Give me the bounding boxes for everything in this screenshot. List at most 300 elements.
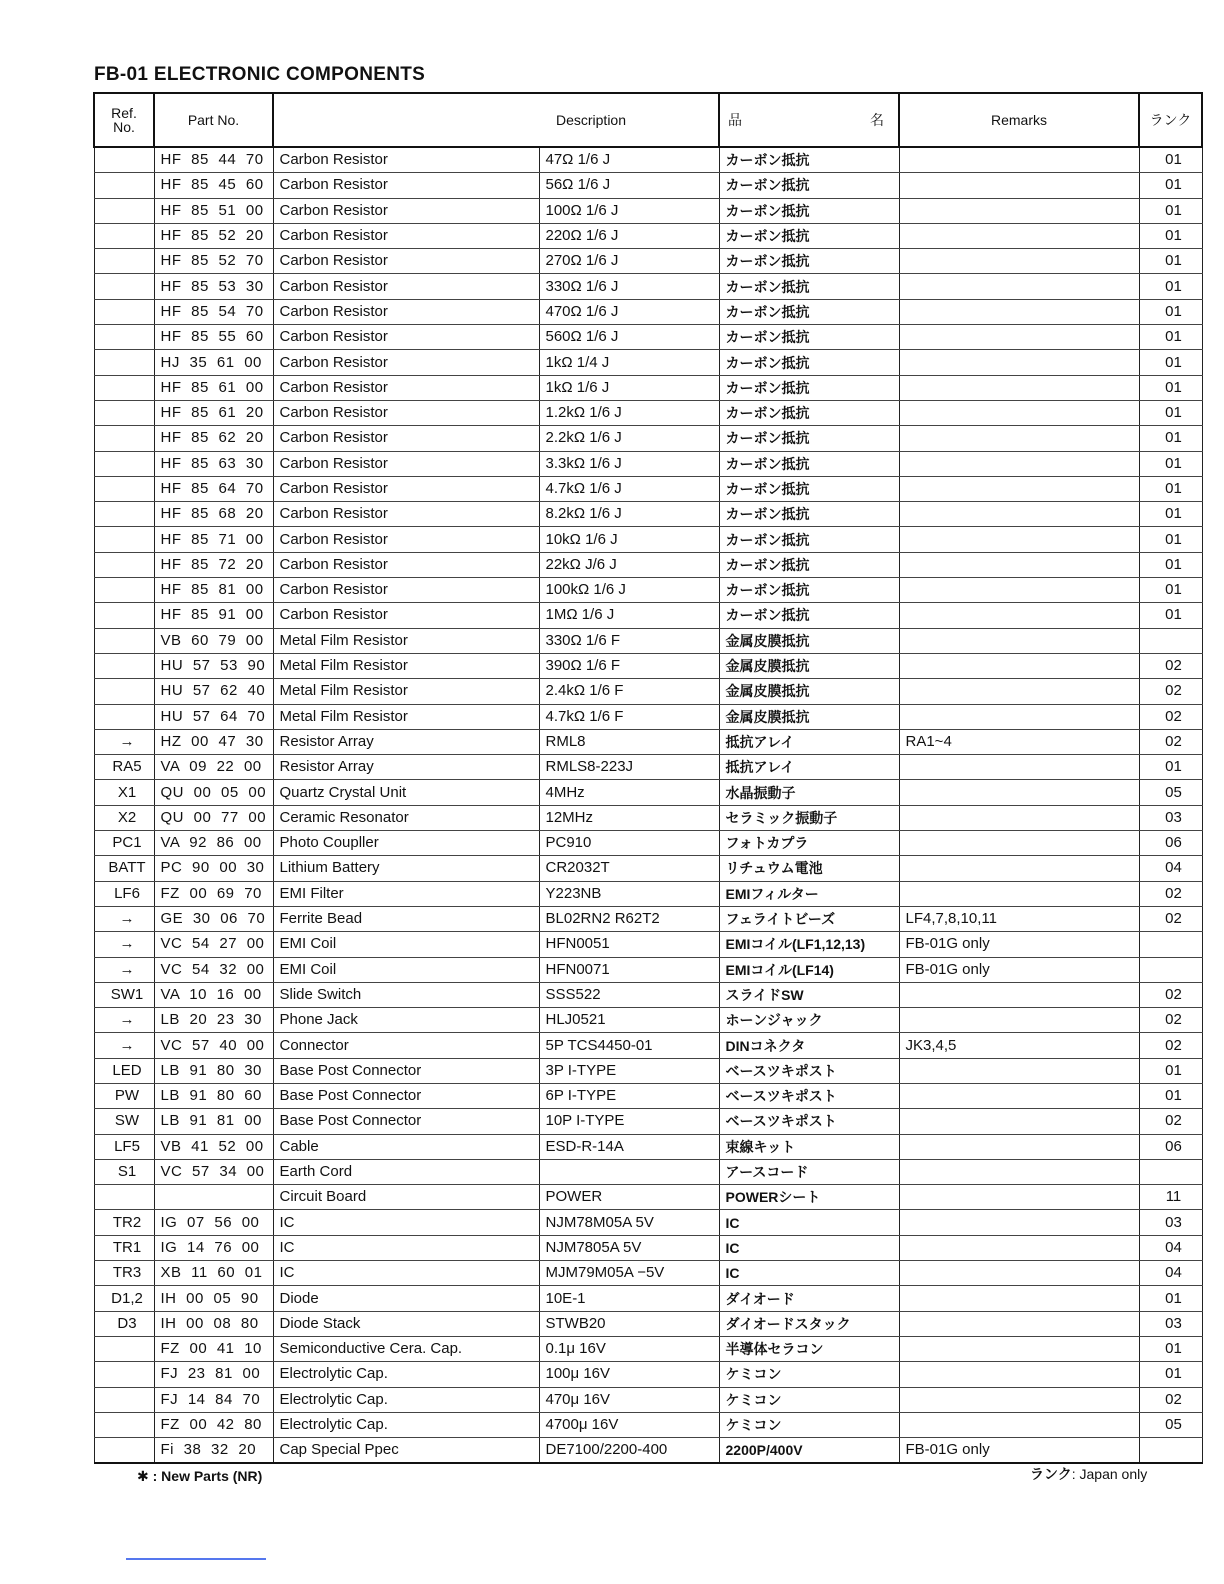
value-cell: 0.1μ 16V <box>539 1336 719 1361</box>
table-row <box>94 350 1202 375</box>
ref-cell: SW <box>94 1109 154 1134</box>
remarks-cell <box>899 223 1139 248</box>
jp-name-cell: カーボン抵抗 <box>719 476 899 501</box>
divider <box>126 1558 266 1560</box>
part-no-cell: VA 92 86 00 <box>154 831 273 856</box>
rank-cell: 01 <box>1139 1362 1202 1387</box>
ref-cell: LF5 <box>94 1134 154 1159</box>
ref-cell <box>94 502 154 527</box>
rank-cell <box>1139 628 1202 653</box>
part-no-cell: LB 91 80 60 <box>154 1083 273 1108</box>
table-row <box>94 1008 1202 1033</box>
rank-cell: 01 <box>1139 274 1202 299</box>
part-no-cell: HU 57 64 70 <box>154 704 273 729</box>
ref-cell <box>94 552 154 577</box>
table-row <box>94 1387 1202 1412</box>
part-no-cell: LB 91 80 30 <box>154 1058 273 1083</box>
description-cell: Connector <box>273 1033 539 1058</box>
table-row <box>94 679 1202 704</box>
jp-name-cell: カーボン抵抗 <box>719 223 899 248</box>
value-cell: 10E-1 <box>539 1286 719 1311</box>
ref-cell: PW <box>94 1083 154 1108</box>
rank-cell: 02 <box>1139 1033 1202 1058</box>
description-cell: Carbon Resistor <box>273 476 539 501</box>
header-remarks: Remarks <box>899 93 1139 147</box>
value-cell: 1MΩ 1/6 J <box>539 603 719 628</box>
table-row <box>94 805 1202 830</box>
jp-name-cell: カーボン抵抗 <box>719 578 899 603</box>
value-cell: 390Ω 1/6 F <box>539 653 719 678</box>
jp-name-cell: カーボン抵抗 <box>719 502 899 527</box>
value-cell: 22kΩ J/6 J <box>539 552 719 577</box>
value-cell: POWER <box>539 1185 719 1210</box>
value-cell: 100kΩ 1/6 J <box>539 578 719 603</box>
value-cell: 56Ω 1/6 J <box>539 173 719 198</box>
rank-cell: 05 <box>1139 780 1202 805</box>
remarks-cell <box>899 1311 1139 1336</box>
value-cell: MJM79M05A −5V <box>539 1261 719 1286</box>
rank-cell <box>1139 1438 1202 1464</box>
rank-cell: 01 <box>1139 325 1202 350</box>
description-cell: Circuit Board <box>273 1185 539 1210</box>
part-no-cell: VC 57 40 00 <box>154 1033 273 1058</box>
description-cell: IC <box>273 1261 539 1286</box>
value-cell: Y223NB <box>539 881 719 906</box>
ref-cell <box>94 628 154 653</box>
rank-cell: 03 <box>1139 805 1202 830</box>
ref-cell <box>94 578 154 603</box>
description-cell: Carbon Resistor <box>273 325 539 350</box>
description-cell: Carbon Resistor <box>273 502 539 527</box>
part-no-cell: HF 85 55 60 <box>154 325 273 350</box>
table-row <box>94 1058 1202 1083</box>
jp-name-cell: IC <box>719 1261 899 1286</box>
rank-cell: 01 <box>1139 476 1202 501</box>
rank-cell: 01 <box>1139 400 1202 425</box>
table-row <box>94 249 1202 274</box>
ref-cell: D1,2 <box>94 1286 154 1311</box>
ref-cell: RA5 <box>94 755 154 780</box>
ref-cell <box>94 325 154 350</box>
description-cell: Carbon Resistor <box>273 578 539 603</box>
table-row <box>94 906 1202 931</box>
description-cell: Carbon Resistor <box>273 198 539 223</box>
ref-cell: SW1 <box>94 982 154 1007</box>
description-cell: Base Post Connector <box>273 1083 539 1108</box>
part-no-cell: VC 54 32 00 <box>154 957 273 982</box>
jp-name-cell: 金属皮膜抵抗 <box>719 679 899 704</box>
remarks-cell <box>899 653 1139 678</box>
rank-cell: 01 <box>1139 1058 1202 1083</box>
value-cell: 330Ω 1/6 J <box>539 274 719 299</box>
jp-name-cell: カーボン抵抗 <box>719 350 899 375</box>
jp-name-cell: POWERシート <box>719 1185 899 1210</box>
jp-name-cell: ケミコン <box>719 1412 899 1437</box>
value-cell: PC910 <box>539 831 719 856</box>
remarks-cell <box>899 780 1139 805</box>
table-row <box>94 1083 1202 1108</box>
remarks-cell: FB-01G only <box>899 957 1139 982</box>
rank-cell: 01 <box>1139 147 1202 173</box>
part-no-cell: Fi 38 32 20 <box>154 1438 273 1464</box>
remarks-cell <box>899 173 1139 198</box>
jp-name-cell: セラミック振動子 <box>719 805 899 830</box>
ref-cell: LF6 <box>94 881 154 906</box>
part-no-cell: HF 85 64 70 <box>154 476 273 501</box>
rank-cell <box>1139 1159 1202 1184</box>
value-cell: 4.7kΩ 1/6 F <box>539 704 719 729</box>
rank-cell: 04 <box>1139 856 1202 881</box>
remarks-cell <box>899 1387 1139 1412</box>
rank-cell: 01 <box>1139 578 1202 603</box>
value-cell: 2.2kΩ 1/6 J <box>539 426 719 451</box>
rank-cell: 01 <box>1139 173 1202 198</box>
table-row <box>94 147 1202 173</box>
table-row <box>94 982 1202 1007</box>
ref-cell: → <box>94 932 154 957</box>
table-row <box>94 527 1202 552</box>
jp-name-cell: EMIコイル(LF14) <box>719 957 899 982</box>
remarks-cell <box>899 1058 1139 1083</box>
ref-cell: PC1 <box>94 831 154 856</box>
rank-cell: 02 <box>1139 729 1202 754</box>
jp-name-cell: アースコード <box>719 1159 899 1184</box>
table-row <box>94 400 1202 425</box>
value-cell: 8.2kΩ 1/6 J <box>539 502 719 527</box>
part-no-cell: HF 85 81 00 <box>154 578 273 603</box>
part-no-cell: VC 54 27 00 <box>154 932 273 957</box>
jp-name-cell: 金属皮膜抵抗 <box>719 704 899 729</box>
rank-cell: 01 <box>1139 527 1202 552</box>
description-cell: Carbon Resistor <box>273 375 539 400</box>
rank-cell: 01 <box>1139 502 1202 527</box>
value-cell: 100Ω 1/6 J <box>539 198 719 223</box>
table-row <box>94 1261 1202 1286</box>
description-cell: EMI Coil <box>273 932 539 957</box>
value-cell: 100μ 16V <box>539 1362 719 1387</box>
rank-cell <box>1139 957 1202 982</box>
table-row <box>94 476 1202 501</box>
part-no-cell: VA 09 22 00 <box>154 755 273 780</box>
jp-name-cell: フォトカプラ <box>719 831 899 856</box>
table-row <box>94 628 1202 653</box>
part-no-cell: LB 20 23 30 <box>154 1008 273 1033</box>
remarks-cell <box>899 1210 1139 1235</box>
table-row <box>94 1235 1202 1260</box>
value-cell: NJM7805A 5V <box>539 1235 719 1260</box>
jp-name-cell: カーボン抵抗 <box>719 400 899 425</box>
description-cell: Base Post Connector <box>273 1058 539 1083</box>
value-cell: BL02RN2 R62T2 <box>539 906 719 931</box>
rank-cell: 02 <box>1139 1008 1202 1033</box>
ref-cell <box>94 375 154 400</box>
part-no-cell: HF 85 63 30 <box>154 451 273 476</box>
table-row <box>94 1210 1202 1235</box>
rank-cell: 04 <box>1139 1261 1202 1286</box>
rank-cell: 02 <box>1139 881 1202 906</box>
remarks-cell <box>899 755 1139 780</box>
description-cell: Ceramic Resonator <box>273 805 539 830</box>
table-row <box>94 299 1202 324</box>
remarks-cell: LF4,7,8,10,11 <box>899 906 1139 931</box>
remarks-cell <box>899 881 1139 906</box>
part-no-cell: HU 57 62 40 <box>154 679 273 704</box>
description-cell: Carbon Resistor <box>273 299 539 324</box>
part-no-cell: VA 10 16 00 <box>154 982 273 1007</box>
description-cell: Electrolytic Cap. <box>273 1362 539 1387</box>
remarks-cell <box>899 856 1139 881</box>
part-no-cell: HF 85 61 00 <box>154 375 273 400</box>
ref-cell: → <box>94 729 154 754</box>
value-cell: ESD-R-14A <box>539 1134 719 1159</box>
ref-cell <box>94 1438 154 1464</box>
table-row <box>94 274 1202 299</box>
table-row <box>94 856 1202 881</box>
description-cell: IC <box>273 1235 539 1260</box>
remarks-cell <box>899 198 1139 223</box>
description-cell: Metal Film Resistor <box>273 679 539 704</box>
ref-cell <box>94 350 154 375</box>
remarks-cell <box>899 1286 1139 1311</box>
rank-cell: 01 <box>1139 451 1202 476</box>
page-title: FB-01 ELECTRONIC COMPONENTS <box>94 64 426 85</box>
remarks-cell <box>899 1362 1139 1387</box>
remarks-cell <box>899 1235 1139 1260</box>
jp-name-cell: カーボン抵抗 <box>719 603 899 628</box>
remarks-cell <box>899 628 1139 653</box>
table-row <box>94 1286 1202 1311</box>
value-cell: 330Ω 1/6 F <box>539 628 719 653</box>
remarks-cell <box>899 805 1139 830</box>
ref-cell: TR2 <box>94 1210 154 1235</box>
rank-cell: 04 <box>1139 1235 1202 1260</box>
table-row <box>94 1362 1202 1387</box>
description-cell: Electrolytic Cap. <box>273 1387 539 1412</box>
value-cell: NJM78M05A 5V <box>539 1210 719 1235</box>
table-row <box>94 375 1202 400</box>
value-cell: 220Ω 1/6 J <box>539 223 719 248</box>
value-cell: 2.4kΩ 1/6 F <box>539 679 719 704</box>
remarks-cell <box>899 578 1139 603</box>
remarks-cell: RA1~4 <box>899 729 1139 754</box>
ref-cell <box>94 476 154 501</box>
header-description: Description <box>273 93 719 147</box>
part-no-cell: HF 85 72 20 <box>154 552 273 577</box>
remarks-cell <box>899 527 1139 552</box>
ref-cell <box>94 451 154 476</box>
rank-cell: 01 <box>1139 350 1202 375</box>
value-cell: RMLS8-223J <box>539 755 719 780</box>
rank-cell: 01 <box>1139 552 1202 577</box>
remarks-cell <box>899 982 1139 1007</box>
remarks-cell <box>899 1336 1139 1361</box>
description-cell: Lithium Battery <box>273 856 539 881</box>
ref-cell: → <box>94 1033 154 1058</box>
value-cell: HLJ0521 <box>539 1008 719 1033</box>
jp-name-cell: フェライトビーズ <box>719 906 899 931</box>
ref-cell <box>94 1387 154 1412</box>
remarks-cell <box>899 400 1139 425</box>
value-cell: 560Ω 1/6 J <box>539 325 719 350</box>
part-no-cell: VC 57 34 00 <box>154 1159 273 1184</box>
part-no-cell: HF 85 52 20 <box>154 223 273 248</box>
part-no-cell: QU 00 05 00 <box>154 780 273 805</box>
remarks-cell <box>899 603 1139 628</box>
ref-cell: X2 <box>94 805 154 830</box>
remarks-cell <box>899 1412 1139 1437</box>
value-cell: SSS522 <box>539 982 719 1007</box>
rank-note: ランク: Japan only <box>1030 1466 1148 1482</box>
table-row <box>94 932 1202 957</box>
jp-name-cell: ケミコン <box>719 1387 899 1412</box>
table-row <box>94 1185 1202 1210</box>
remarks-cell <box>899 552 1139 577</box>
value-cell: 4700μ 16V <box>539 1412 719 1437</box>
jp-name-cell: カーボン抵抗 <box>719 249 899 274</box>
jp-name-cell: スライドSW <box>719 982 899 1007</box>
part-no-cell: HF 85 44 70 <box>154 147 273 173</box>
table-row <box>94 1109 1202 1134</box>
table-row <box>94 502 1202 527</box>
rank-cell: 01 <box>1139 375 1202 400</box>
ref-cell <box>94 173 154 198</box>
description-cell: Metal Film Resistor <box>273 653 539 678</box>
ref-cell <box>94 426 154 451</box>
value-cell: 4MHz <box>539 780 719 805</box>
part-no-cell: HF 85 52 70 <box>154 249 273 274</box>
value-cell: 3P I-TYPE <box>539 1058 719 1083</box>
part-no-cell: FJ 14 84 70 <box>154 1387 273 1412</box>
header-row <box>94 93 1202 147</box>
description-cell: Electrolytic Cap. <box>273 1412 539 1437</box>
part-no-cell: FZ 00 42 80 <box>154 1412 273 1437</box>
jp-name-cell: 金属皮膜抵抗 <box>719 628 899 653</box>
description-cell: Carbon Resistor <box>273 552 539 577</box>
value-cell: 3.3kΩ 1/6 J <box>539 451 719 476</box>
ref-cell <box>94 1412 154 1437</box>
rank-cell: 02 <box>1139 906 1202 931</box>
part-no-cell: HF 85 91 00 <box>154 603 273 628</box>
description-cell: Carbon Resistor <box>273 223 539 248</box>
description-cell: Resistor Array <box>273 729 539 754</box>
header-ref-no: Ref. No. <box>94 93 154 147</box>
table-row <box>94 1412 1202 1437</box>
jp-name-cell: ベースツキポスト <box>719 1109 899 1134</box>
table-row <box>94 451 1202 476</box>
jp-name-cell: 束線キット <box>719 1134 899 1159</box>
description-cell: Metal Film Resistor <box>273 628 539 653</box>
table-row <box>94 1033 1202 1058</box>
jp-name-cell: カーボン抵抗 <box>719 198 899 223</box>
part-no-cell: QU 00 77 00 <box>154 805 273 830</box>
rank-cell: 06 <box>1139 831 1202 856</box>
table-row <box>94 198 1202 223</box>
table-row <box>94 1159 1202 1184</box>
ref-cell: TR3 <box>94 1261 154 1286</box>
jp-name-cell: 2200P/400V <box>719 1438 899 1464</box>
part-no-cell: PC 90 00 30 <box>154 856 273 881</box>
table-row <box>94 603 1202 628</box>
value-cell: 47Ω 1/6 J <box>539 147 719 173</box>
table-row <box>94 653 1202 678</box>
crossed-out-cell <box>154 1185 273 1210</box>
ref-cell: → <box>94 906 154 931</box>
part-no-cell: HF 85 61 20 <box>154 400 273 425</box>
description-cell: Carbon Resistor <box>273 400 539 425</box>
value-cell: CR2032T <box>539 856 719 881</box>
jp-name-cell: 金属皮膜抵抗 <box>719 653 899 678</box>
table-row <box>94 426 1202 451</box>
jp-name-cell: カーボン抵抗 <box>719 426 899 451</box>
ref-cell <box>94 249 154 274</box>
components-table <box>93 92 1203 1464</box>
part-no-cell: HU 57 53 90 <box>154 653 273 678</box>
ref-cell <box>94 198 154 223</box>
part-no-cell: LB 91 81 00 <box>154 1109 273 1134</box>
jp-name-cell: カーボン抵抗 <box>719 173 899 198</box>
rank-cell: 01 <box>1139 603 1202 628</box>
rank-cell: 03 <box>1139 1311 1202 1336</box>
rank-cell: 01 <box>1139 249 1202 274</box>
remarks-cell <box>899 147 1139 173</box>
table-row <box>94 1311 1202 1336</box>
description-cell: Carbon Resistor <box>273 451 539 476</box>
rank-cell: 03 <box>1139 1210 1202 1235</box>
ref-cell <box>94 223 154 248</box>
table-row <box>94 729 1202 754</box>
remarks-cell <box>899 274 1139 299</box>
description-cell: Slide Switch <box>273 982 539 1007</box>
table-row <box>94 780 1202 805</box>
jp-name-cell: ケミコン <box>719 1362 899 1387</box>
value-cell: HFN0051 <box>539 932 719 957</box>
description-cell: Carbon Resistor <box>273 603 539 628</box>
value-cell <box>539 1159 719 1184</box>
part-no-cell: HF 85 53 30 <box>154 274 273 299</box>
description-cell: Ferrite Bead <box>273 906 539 931</box>
ref-cell: X1 <box>94 780 154 805</box>
jp-name-cell: EMIコイル(LF1,12,13) <box>719 932 899 957</box>
part-no-cell: FZ 00 41 10 <box>154 1336 273 1361</box>
table-row <box>94 552 1202 577</box>
table-row <box>94 957 1202 982</box>
part-no-cell: GE 30 06 70 <box>154 906 273 931</box>
jp-name-cell: カーボン抵抗 <box>719 299 899 324</box>
jp-name-cell: ベースツキポスト <box>719 1058 899 1083</box>
jp-name-cell: カーボン抵抗 <box>719 274 899 299</box>
part-no-cell: IG 14 76 00 <box>154 1235 273 1260</box>
value-cell: 1kΩ 1/4 J <box>539 350 719 375</box>
table-row <box>94 173 1202 198</box>
description-cell: Carbon Resistor <box>273 350 539 375</box>
part-no-cell: HJ 35 61 00 <box>154 350 273 375</box>
remarks-cell: FB-01G only <box>899 1438 1139 1464</box>
remarks-cell <box>899 375 1139 400</box>
jp-name-cell: カーボン抵抗 <box>719 147 899 173</box>
description-cell: Quartz Crystal Unit <box>273 780 539 805</box>
part-no-cell: HF 85 45 60 <box>154 173 273 198</box>
rank-cell: 01 <box>1139 426 1202 451</box>
remarks-cell <box>899 1083 1139 1108</box>
remarks-cell <box>899 704 1139 729</box>
remarks-cell <box>899 1261 1139 1286</box>
jp-name-cell: 水晶振動子 <box>719 780 899 805</box>
value-cell: 10P I-TYPE <box>539 1109 719 1134</box>
value-cell: 5P TCS4450-01 <box>539 1033 719 1058</box>
description-cell: EMI Filter <box>273 881 539 906</box>
ref-cell: → <box>94 957 154 982</box>
rank-cell: 05 <box>1139 1412 1202 1437</box>
